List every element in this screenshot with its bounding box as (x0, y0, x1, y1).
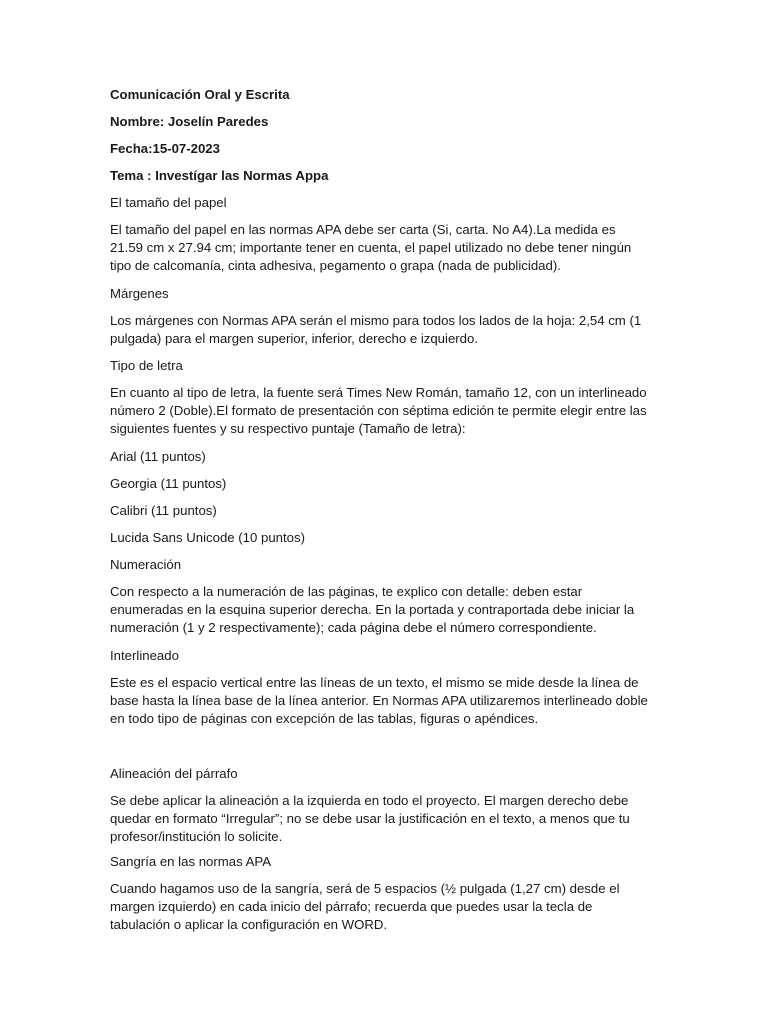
paragraph-numbering: Con respecto a la numeración de las páginas, te explico con detalle: deben estar enumeradas en la esquina superior derecha. En la portada y contraportada debe iniciar la numeración (1 y 2 respectivamente); cada página debe el número correspondiente. (110, 584, 635, 635)
document-date: Fecha:15-07-2023 (110, 141, 220, 156)
student-name: Nombre: Joselín Paredes (110, 114, 269, 129)
paragraph-font: En cuanto al tipo de letra, la fuente será Times New Román, tamaño 12, con un interlineado número 2 (Doble).El formato de presentación con séptima edición te permite elegir entre las siguientes fuentes y su respectivo puntaje (Tamaño de letra): (110, 385, 647, 436)
heading-numbering: Numeración (110, 557, 182, 572)
heading-alignment: Alineación del párrafo (110, 766, 238, 781)
font-option: Georgia (11 puntos) (110, 476, 227, 491)
paragraph-alignment: Se debe aplicar la alineación a la izquierda en todo el proyecto. El margen derecho debe quedar en formato “Irregular”; no se debe usar la justificación en el texto, a menos que tu profesor/institución lo solicite. (110, 793, 630, 844)
heading-indent: Sangría en las normas APA (110, 854, 272, 869)
font-option: Calibri (11 puntos) (110, 503, 217, 518)
paragraph-paper-size: El tamaño del papel en las normas APA debe ser carta (Si, carta. No A4).La medida es 21.59 cm x 27.94 cm; importante tener en cuenta, el papel utilizado no debe tener ningún tipo de calcomanía, cinta adhesiva, pegamento o grapa (nada de publicidad). (110, 222, 632, 273)
font-option: Arial (11 puntos) (110, 449, 206, 464)
heading-margins: Márgenes (110, 286, 169, 301)
paragraph-margins: Los márgenes con Normas APA serán el mismo para todos los lados de la hoja: 2,54 cm (1 pulgada) para el margen superior, inferior, derecho e izquierdo. (110, 313, 642, 346)
paragraph-line-spacing: Este es el espacio vertical entre las líneas de un texto, el mismo se mide desde la línea de base hasta la línea base de la línea anterior. En Normas APA utilizaremos interlineado doble en todo tipo de páginas con excepción de las tablas, figuras o apéndices. (110, 675, 648, 726)
course-title: Comunicación Oral y Escrita (110, 87, 290, 102)
document-topic: Tema : Investígar las Normas Appa (110, 168, 329, 183)
paragraph-indent: Cuando hagamos uso de la sangría, será de 5 espacios (½ pulgada (1,27 cm) desde el margen izquierdo) en cada inicio del párrafo; recuerda que puedes usar la tecla de tabulación o aplicar la configuración en WORD. (110, 881, 620, 932)
heading-font: Tipo de letra (110, 358, 183, 373)
font-option: Lucida Sans Unicode (10 puntos) (110, 530, 306, 545)
heading-paper-size: El tamaño del papel (110, 195, 227, 210)
heading-line-spacing: Interlineado (110, 648, 179, 663)
